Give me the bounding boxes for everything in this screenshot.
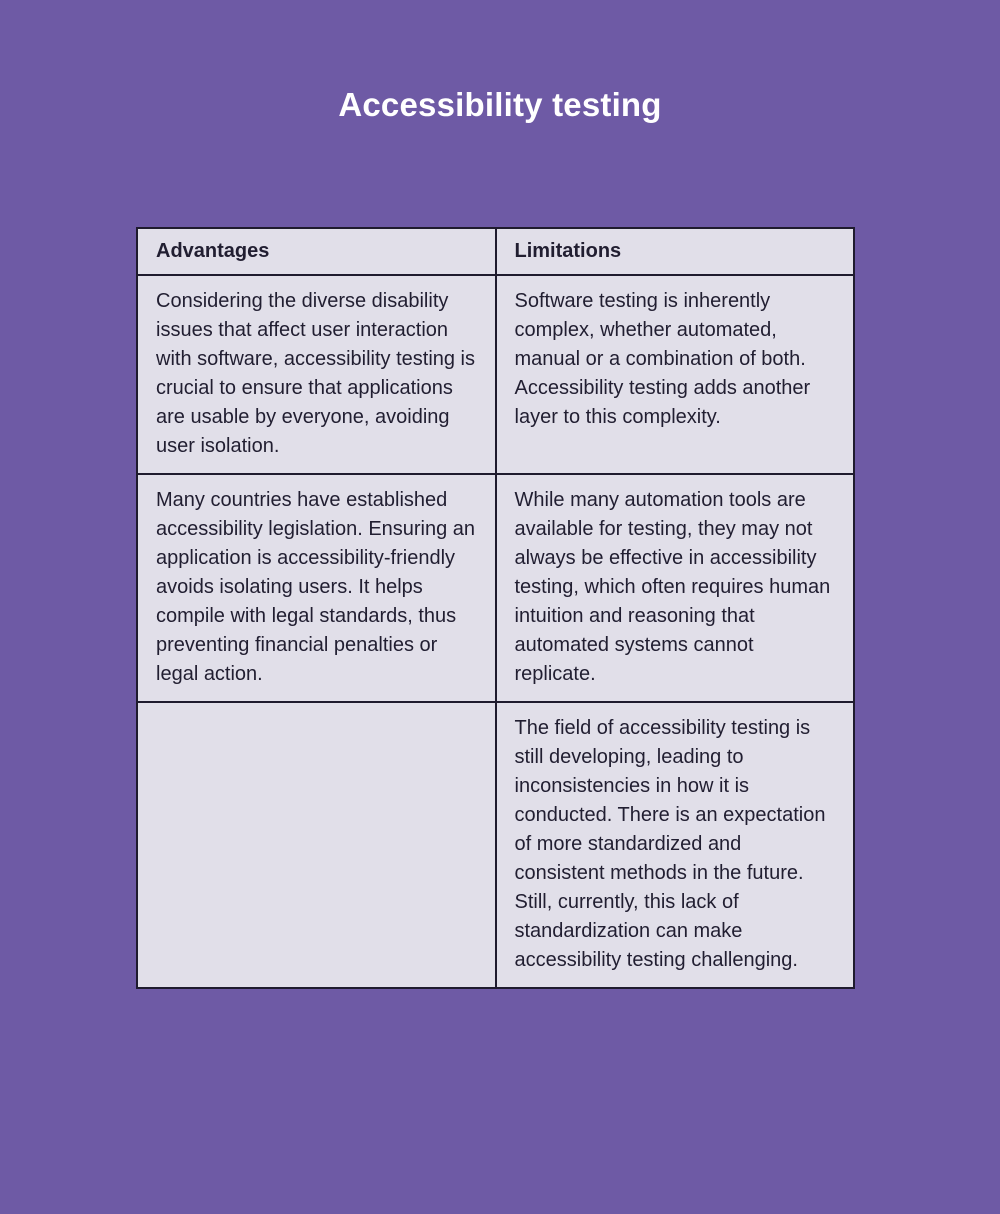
table-row xyxy=(137,702,854,988)
accessibility-comparison-table xyxy=(136,227,855,989)
table-row xyxy=(137,474,854,702)
limitations-cell: The field of accessibility testing is still developing, leading to inconsistencies in how it is conducted. There is an expectation of more standardized and consistent methods in the future. Still, currently, this lack of standardization can make accessibility testing challenging. xyxy=(496,702,855,988)
advantages-cell-empty xyxy=(137,702,496,988)
column-header-advantages: Advantages xyxy=(137,228,496,275)
limitations-cell: While many automation tools are available for testing, they may not always be effective in accessibility testing, which often requires human intuition and reasoning that automated systems cannot replicate. xyxy=(496,474,855,702)
column-header-limitations: Limitations xyxy=(496,228,855,275)
advantages-cell: Many countries have established accessibility legislation. Ensuring an application is accessibility-friendly avoids isolating users. It helps compile with legal standards, thus preventing financial penalties or legal action. xyxy=(137,474,496,702)
table-header-row xyxy=(137,228,854,275)
page-title: Accessibility testing xyxy=(338,86,662,123)
advantages-cell: Considering the diverse disability issues that affect user interaction with software, accessibility testing is crucial to ensure that applications are usable by everyone, avoiding user isolation. xyxy=(137,275,496,474)
table-row xyxy=(137,275,854,474)
limitations-cell: Software testing is inherently complex, whether automated, manual or a combination of both. Accessibility testing adds another layer to this complexity. xyxy=(496,275,855,474)
